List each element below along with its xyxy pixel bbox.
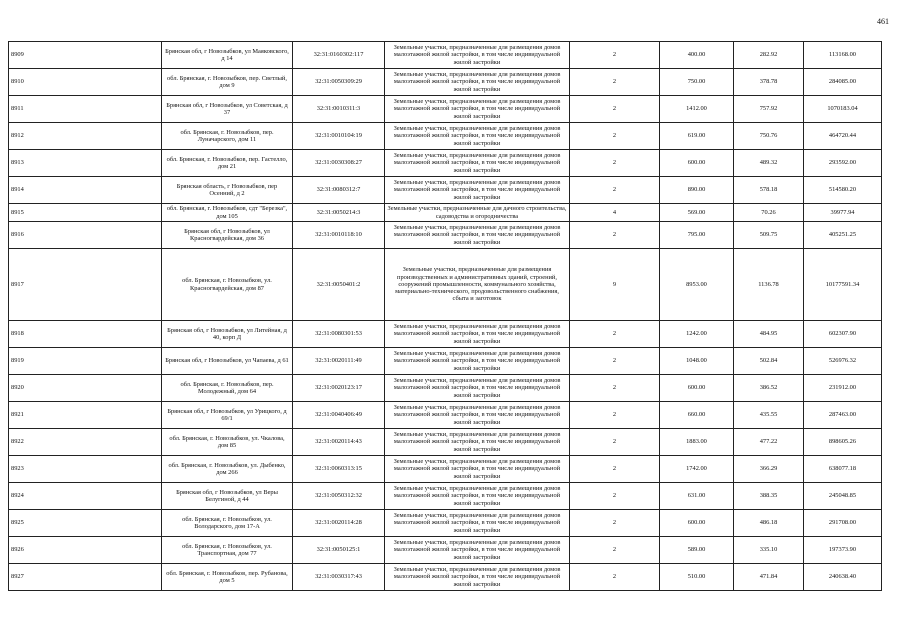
address-cell: Брянская обл, г Новозыбков, ул Веры Белугиной, д 44 [162,483,293,510]
row-number: 8909 [9,42,162,69]
table-row [9,483,882,510]
use-group: 2 [570,222,660,249]
area-cell: 1048.00 [660,348,734,375]
row-number: 8915 [9,204,162,222]
cadastral-number: 32:31:0020123:17 [293,375,385,402]
land-use-cell: Земельные участки, предназначенные для дачного строительства, садоводства и огородничества [385,204,570,222]
area-cell: 631.00 [660,483,734,510]
row-number: 8920 [9,375,162,402]
table-row [9,348,882,375]
area-cell: 600.00 [660,150,734,177]
table-row [9,402,882,429]
unit-value-cell: 1136.78 [734,249,804,321]
area-cell: 750.00 [660,69,734,96]
table-row [9,456,882,483]
unit-value-cell: 484.95 [734,321,804,348]
row-number: 8910 [9,69,162,96]
area-cell: 1883.00 [660,429,734,456]
cadastral-number: 32:31:0030308:27 [293,150,385,177]
cadastral-value-cell: 1070183.04 [804,96,882,123]
cadastral-number: 32:31:0060313:15 [293,456,385,483]
table-row [9,510,882,537]
unit-value-cell: 477.22 [734,429,804,456]
area-cell: 600.00 [660,510,734,537]
row-number: 8927 [9,564,162,591]
land-use-cell: Земельные участки, предназначенные для размещения домов малоэтажной жилой застройки, в том числе индивидуальной жилой застройки [385,375,570,402]
cadastral-value-cell: 638077.18 [804,456,882,483]
land-use-cell: Земельные участки, предназначенные для размещения домов малоэтажной жилой застройки, в том числе индивидуальной жилой застройки [385,123,570,150]
cadastral-number: 32:31:0010104:19 [293,123,385,150]
use-group: 2 [570,321,660,348]
table-row [9,42,882,69]
row-number: 8921 [9,402,162,429]
address-cell: Брянская область, г Новозыбков, пер Осенний, д 2 [162,177,293,204]
cadastral-value-cell: 405251.25 [804,222,882,249]
cadastral-value-cell: 287463.00 [804,402,882,429]
land-use-cell: Земельные участки, предназначенные для размещения домов малоэтажной жилой застройки, в том числе индивидуальной жилой застройки [385,402,570,429]
area-cell: 600.00 [660,375,734,402]
address-cell: обл. Брянская, г. Новозыбков, ул. Транспортная, дом 77 [162,537,293,564]
use-group: 2 [570,375,660,402]
cadastral-number: 32:31:0080312:7 [293,177,385,204]
unit-value-cell: 282.92 [734,42,804,69]
use-group: 2 [570,123,660,150]
cadastral-value-cell: 602307.90 [804,321,882,348]
land-use-cell: Земельные участки, предназначенные для размещения домов малоэтажной жилой застройки, в том числе индивидуальной жилой застройки [385,483,570,510]
cadastral-value-cell: 464720.44 [804,123,882,150]
unit-value-cell: 378.78 [734,69,804,96]
use-group: 2 [570,402,660,429]
row-number: 8926 [9,537,162,564]
unit-value-cell: 489.32 [734,150,804,177]
cadastral-value-cell: 240638.40 [804,564,882,591]
row-number: 8925 [9,510,162,537]
cadastral-number: 32:31:0050401:2 [293,249,385,321]
address-cell: обл. Брянская, г. Новозыбков, ул. Володарского, дом 17-А [162,510,293,537]
cadastral-value-cell: 39977.94 [804,204,882,222]
land-use-cell: Земельные участки, предназначенные для размещения домов малоэтажной жилой застройки, в том числе индивидуальной жилой застройки [385,321,570,348]
page-number: 461 [877,17,889,26]
area-cell: 1742.00 [660,456,734,483]
cadastral-value-cell: 284085.00 [804,69,882,96]
use-group: 2 [570,429,660,456]
row-number: 8917 [9,249,162,321]
table-row [9,123,882,150]
cadastral-number: 32:31:0080301:53 [293,321,385,348]
land-use-cell: Земельные участки, предназначенные для размещения домов малоэтажной жилой застройки, в том числе индивидуальной жилой застройки [385,150,570,177]
unit-value-cell: 435.55 [734,402,804,429]
cadastral-value-cell: 10177591.34 [804,249,882,321]
table-row [9,69,882,96]
cadastral-number: 32:31:0160302:117 [293,42,385,69]
use-group: 2 [570,348,660,375]
cadastral-number: 32:31:0020111:49 [293,348,385,375]
area-cell: 569.00 [660,204,734,222]
cadastral-value-cell: 231912.00 [804,375,882,402]
row-number: 8912 [9,123,162,150]
land-registry-table [8,41,882,591]
area-cell: 619.00 [660,123,734,150]
area-cell: 890.00 [660,177,734,204]
address-cell: Брянская обл, г Новозыбков, ул Маяковского, д 14 [162,42,293,69]
unit-value-cell: 509.75 [734,222,804,249]
unit-value-cell: 486.18 [734,510,804,537]
table-row [9,564,882,591]
address-cell: обл. Брянская, г. Новозыбков, пер. Рубанова, дом 5 [162,564,293,591]
table-row [9,150,882,177]
unit-value-cell: 386.52 [734,375,804,402]
use-group: 2 [570,483,660,510]
row-number: 8924 [9,483,162,510]
land-use-cell: Земельные участки, предназначенные для размещения домов малоэтажной жилой застройки, в том числе индивидуальной жилой застройки [385,177,570,204]
cadastral-number: 32:31:0010118:10 [293,222,385,249]
area-cell: 795.00 [660,222,734,249]
address-cell: обл. Брянская, г. Новозыбков, пер. Гастелло, дом 21 [162,150,293,177]
unit-value-cell: 578.18 [734,177,804,204]
row-number: 8916 [9,222,162,249]
land-use-cell: Земельные участки, предназначенные для размещения домов малоэтажной жилой застройки, в том числе индивидуальной жилой застройки [385,96,570,123]
area-cell: 660.00 [660,402,734,429]
land-use-cell: Земельные участки, предназначенные для размещения домов малоэтажной жилой застройки, в том числе индивидуальной жилой застройки [385,42,570,69]
address-cell: Брянская обл, г Новозыбков, ул Красногвардейская, дом 36 [162,222,293,249]
cadastral-value-cell: 898605.26 [804,429,882,456]
use-group: 2 [570,69,660,96]
unit-value-cell: 471.84 [734,564,804,591]
address-cell: обл. Брянская, г. Новозыбков, пер. Молодежный, дом 64 [162,375,293,402]
cadastral-number: 32:31:0020114:28 [293,510,385,537]
area-cell: 1242.00 [660,321,734,348]
land-use-cell: Земельные участки, предназначенные для размещения домов малоэтажной жилой застройки, в том числе индивидуальной жилой застройки [385,510,570,537]
use-group: 2 [570,96,660,123]
address-cell: обл. Брянская, г. Новозыбков, пер. Светлый, дом 9 [162,69,293,96]
cadastral-number: 32:31:0050214:3 [293,204,385,222]
unit-value-cell: 70.26 [734,204,804,222]
unit-value-cell: 366.29 [734,456,804,483]
land-use-cell: Земельные участки, предназначенные для размещения домов малоэтажной жилой застройки, в том числе индивидуальной жилой застройки [385,564,570,591]
table-row [9,249,882,321]
unit-value-cell: 502.84 [734,348,804,375]
row-number: 8913 [9,150,162,177]
area-cell: 589.00 [660,537,734,564]
cadastral-value-cell: 245048.85 [804,483,882,510]
row-number: 8922 [9,429,162,456]
land-use-cell: Земельные участки, предназначенные для размещения домов малоэтажной жилой застройки, в том числе индивидуальной жилой застройки [385,429,570,456]
table-row [9,204,882,222]
use-group: 9 [570,249,660,321]
table-row [9,177,882,204]
area-cell: 400.00 [660,42,734,69]
address-cell: обл. Брянская, г. Новозыбков, ул. Красногвардейская, дом 87 [162,249,293,321]
unit-value-cell: 757.92 [734,96,804,123]
row-number: 8918 [9,321,162,348]
address-cell: Брянская обл, г Новозыбков, ул Советская, д 37 [162,96,293,123]
use-group: 4 [570,204,660,222]
address-cell: обл. Брянская, г. Новозыбков, ул. Дыбенко, дом 266 [162,456,293,483]
cadastral-number: 32:31:0010311:3 [293,96,385,123]
land-use-cell: Земельные участки, предназначенные для размещения домов малоэтажной жилой застройки, в том числе индивидуальной жилой застройки [385,348,570,375]
row-number: 8923 [9,456,162,483]
address-cell: обл. Брянская, г. Новозыбков, ул. Чкалова, дом 85 [162,429,293,456]
address-cell: обл. Брянская, г. Новозыбков, сдт "Березка", дом 105 [162,204,293,222]
land-use-cell: Земельные участки, предназначенные для размещения домов малоэтажной жилой застройки, в том числе индивидуальной жилой застройки [385,456,570,483]
address-cell: Брянская обл, г Новозыбков, ул Чапаева, д 61 [162,348,293,375]
land-use-cell: Земельные участки, предназначенные для размещения домов малоэтажной жилой застройки, в том числе индивидуальной жилой застройки [385,222,570,249]
cadastral-value-cell: 197373.90 [804,537,882,564]
table-row [9,375,882,402]
cadastral-number: 32:31:0050125:1 [293,537,385,564]
use-group: 2 [570,564,660,591]
cadastral-number: 32:31:0020114:43 [293,429,385,456]
cadastral-value-cell: 293592.00 [804,150,882,177]
use-group: 2 [570,456,660,483]
use-group: 2 [570,510,660,537]
area-cell: 510.00 [660,564,734,591]
address-cell: Брянская обл, г Новозыбков, ул Урицкого, д 69/1 [162,402,293,429]
table-row [9,429,882,456]
area-cell: 1412.00 [660,96,734,123]
cadastral-number: 32:31:0050309:29 [293,69,385,96]
cadastral-value-cell: 291708.00 [804,510,882,537]
land-use-cell: Земельные участки, предназначенные для размещения производственных и административных зданий, строений, сооружений промышленности, коммунального хозяйства, материально-технического, продовольственного снабжения, сбыта и заготовок [385,249,570,321]
table-row [9,537,882,564]
unit-value-cell: 388.35 [734,483,804,510]
cadastral-value-cell: 113168.00 [804,42,882,69]
use-group: 2 [570,150,660,177]
row-number: 8911 [9,96,162,123]
table-row [9,321,882,348]
address-cell: обл. Брянская, г. Новозыбков, пер. Луначарского, дом 11 [162,123,293,150]
row-number: 8919 [9,348,162,375]
area-cell: 8953.00 [660,249,734,321]
use-group: 2 [570,537,660,564]
use-group: 2 [570,42,660,69]
cadastral-number: 32:31:0040406:49 [293,402,385,429]
cadastral-number: 32:31:0050312:32 [293,483,385,510]
unit-value-cell: 335.10 [734,537,804,564]
cadastral-number: 32:31:0030317:43 [293,564,385,591]
cadastral-value-cell: 526976.32 [804,348,882,375]
table-row [9,96,882,123]
unit-value-cell: 750.76 [734,123,804,150]
table-row [9,222,882,249]
row-number: 8914 [9,177,162,204]
address-cell: Брянская обл, г Новозыбков, ул Литейная, д 40, корп Д [162,321,293,348]
cadastral-value-cell: 514580.20 [804,177,882,204]
land-use-cell: Земельные участки, предназначенные для размещения домов малоэтажной жилой застройки, в том числе индивидуальной жилой застройки [385,537,570,564]
land-use-cell: Земельные участки, предназначенные для размещения домов малоэтажной жилой застройки, в том числе индивидуальной жилой застройки [385,69,570,96]
table-body [9,42,882,591]
use-group: 2 [570,177,660,204]
